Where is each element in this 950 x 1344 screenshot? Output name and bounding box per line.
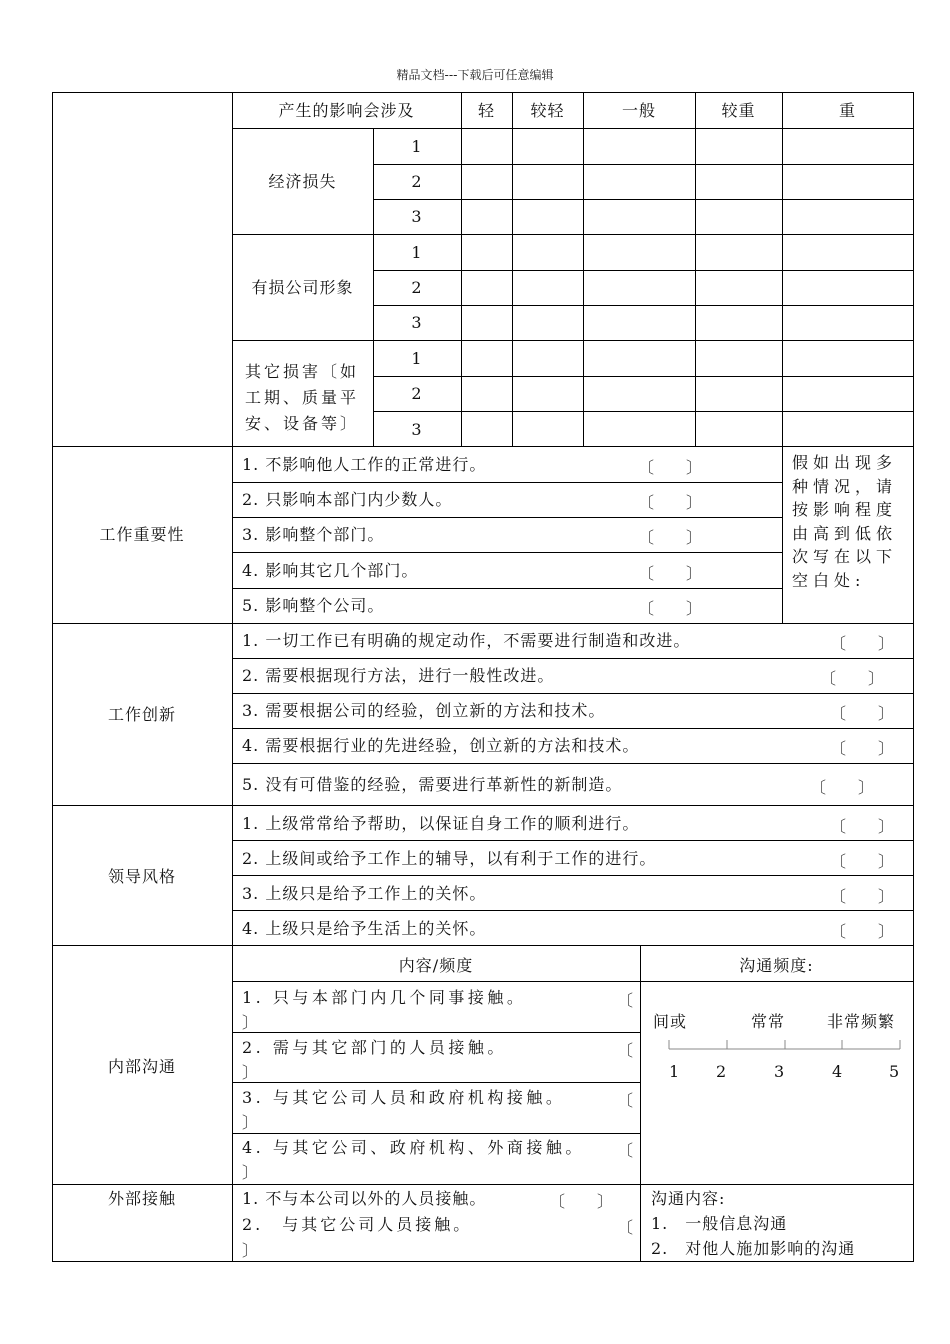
communication-content-item-2: 2. 对他人施加影响的沟通 <box>651 1239 856 1258</box>
impact-row-number: 2 <box>411 172 423 191</box>
impact-row-number: 3 <box>411 207 423 226</box>
leadership-option-3: 3. 上级只是给予工作上的关怀。 <box>242 884 487 903</box>
importance-note: 假如出现多种情况，请按影响程度由高到低依次写在以下空白处: <box>792 453 898 590</box>
importance-option-2: 2. 只影响本部门内少数人。 <box>242 490 453 509</box>
innovation-label: 工作创新 <box>107 705 176 724</box>
importance-label: 工作重要性 <box>99 525 185 544</box>
scale-number-1: 1 <box>669 1062 681 1081</box>
internal-bracket-open[interactable]: 〔 <box>617 1141 634 1160</box>
importance-option-1: 1. 不影响他人工作的正常进行。 <box>242 455 487 474</box>
innovation-option-1: 1. 一切工作已有明确的规定动作，不需要进行制造和改进。 <box>242 631 691 650</box>
scale-number-3: 3 <box>774 1062 786 1081</box>
internal-bracket-close[interactable]: 〕 <box>242 1063 259 1082</box>
scale-number-5: 5 <box>889 1062 901 1081</box>
innovation-option-2: 2. 需要根据现行方法，进行一般性改进。 <box>242 666 555 685</box>
scale-word-occasional: 间或 <box>653 1012 688 1031</box>
external-bracket-close[interactable]: 〕 <box>242 1241 259 1260</box>
importance-option-5: 5. 影响整个公司。 <box>242 596 385 615</box>
impact-row-number: 3 <box>411 420 423 439</box>
scale-number-2: 2 <box>716 1062 728 1081</box>
impact-row-number: 2 <box>411 278 423 297</box>
external-bracket-open[interactable]: 〔 <box>617 1218 634 1237</box>
external-option-2: 2. 与其它公司人员接触。 <box>242 1215 473 1234</box>
internal-bracket-open[interactable]: 〔 <box>617 1091 634 1110</box>
external-option-1: 1. 不与本公司以外的人员接触。 <box>242 1189 487 1208</box>
innovation-answer-bracket[interactable]: 〔 〕 <box>830 634 895 653</box>
innovation-answer-bracket[interactable]: 〔 〕 <box>830 739 895 758</box>
internal-label: 内部沟通 <box>107 1057 176 1076</box>
importance-answer-bracket[interactable]: 〔 〕 <box>638 493 703 512</box>
internal-option-1: 1. 只与本部门内几个同事接触。 <box>242 988 527 1007</box>
internal-content-header: 内容/频度 <box>398 956 474 975</box>
communication-content-item-1: 1. 一般信息沟通 <box>651 1214 788 1233</box>
internal-bracket-open[interactable]: 〔 <box>617 1041 634 1060</box>
importance-answer-bracket[interactable]: 〔 〕 <box>638 599 703 618</box>
external-answer-bracket[interactable]: 〔 〕 <box>549 1192 614 1211</box>
innovation-answer-bracket[interactable]: 〔 〕 <box>810 778 875 797</box>
leadership-option-4: 4. 上级只是给予生活上的关怀。 <box>242 919 487 938</box>
internal-bracket-close[interactable]: 〕 <box>242 1163 259 1182</box>
impact-group-image: 有损公司形象 <box>251 278 354 297</box>
communication-content-title: 沟通内容: <box>651 1189 726 1208</box>
internal-option-4: 4. 与其它公司、政府机构、外商接触。 <box>242 1138 585 1157</box>
internal-option-2: 2. 需与其它部门的人员接触。 <box>242 1038 507 1057</box>
impact-group-other: 其它损害〔如工期、质量平安、设备等〕 <box>245 362 360 433</box>
level-fairly-light: 较轻 <box>530 101 565 120</box>
impact-row-number: 1 <box>411 137 423 156</box>
impact-header: 产生的影响会涉及 <box>278 101 415 120</box>
innovation-answer-bracket[interactable]: 〔 〕 <box>820 669 885 688</box>
internal-option-3: 3. 与其它公司人员和政府机构接触。 <box>242 1088 566 1107</box>
impact-row-number: 2 <box>411 384 423 403</box>
leadership-option-1: 1. 上级常常给予帮助，以保证自身工作的顺利进行。 <box>242 814 640 833</box>
leadership-answer-bracket[interactable]: 〔 〕 <box>830 817 895 836</box>
scale-word-often: 常常 <box>751 1012 786 1031</box>
importance-option-3: 3. 影响整个部门。 <box>242 525 385 544</box>
importance-answer-bracket[interactable]: 〔 〕 <box>638 564 703 583</box>
level-fairly-heavy: 较重 <box>721 101 756 120</box>
level-heavy: 重 <box>838 101 856 120</box>
internal-bracket-close[interactable]: 〕 <box>242 1013 259 1032</box>
page-header: 精品文档---下载后可任意编辑 <box>396 68 554 82</box>
impact-row-number: 1 <box>411 349 423 368</box>
innovation-option-4: 4. 需要根据行业的先进经验，创立新的方法和技术。 <box>242 736 640 755</box>
leadership-option-2: 2. 上级间或给予工作上的辅导，以有利于工作的进行。 <box>242 849 657 868</box>
level-moderate: 一般 <box>621 101 656 120</box>
internal-bracket-close[interactable]: 〕 <box>242 1113 259 1132</box>
leadership-answer-bracket[interactable]: 〔 〕 <box>830 922 895 941</box>
leadership-label: 领导风格 <box>107 867 176 886</box>
impact-row-number: 3 <box>411 313 423 332</box>
innovation-option-5: 5. 没有可借鉴的经验，需要进行革新性的新制造。 <box>242 775 623 794</box>
external-label: 外部接触 <box>107 1189 176 1208</box>
innovation-option-3: 3. 需要根据公司的经验，创立新的方法和技术。 <box>242 701 606 720</box>
importance-answer-bracket[interactable]: 〔 〕 <box>638 528 703 547</box>
importance-option-4: 4. 影响其它几个部门。 <box>242 561 419 580</box>
scale-number-4: 4 <box>832 1062 844 1081</box>
innovation-answer-bracket[interactable]: 〔 〕 <box>830 704 895 723</box>
impact-row-number: 1 <box>411 243 423 262</box>
internal-frequency-header: 沟通频度: <box>739 956 814 975</box>
importance-answer-bracket[interactable]: 〔 〕 <box>638 458 703 477</box>
leadership-answer-bracket[interactable]: 〔 〕 <box>830 887 895 906</box>
impact-group-economic: 经济损失 <box>268 172 337 191</box>
scale-word-very-frequent: 非常频繁 <box>827 1012 896 1031</box>
level-light: 轻 <box>477 101 495 120</box>
leadership-answer-bracket[interactable]: 〔 〕 <box>830 852 895 871</box>
internal-bracket-open[interactable]: 〔 <box>617 991 634 1010</box>
